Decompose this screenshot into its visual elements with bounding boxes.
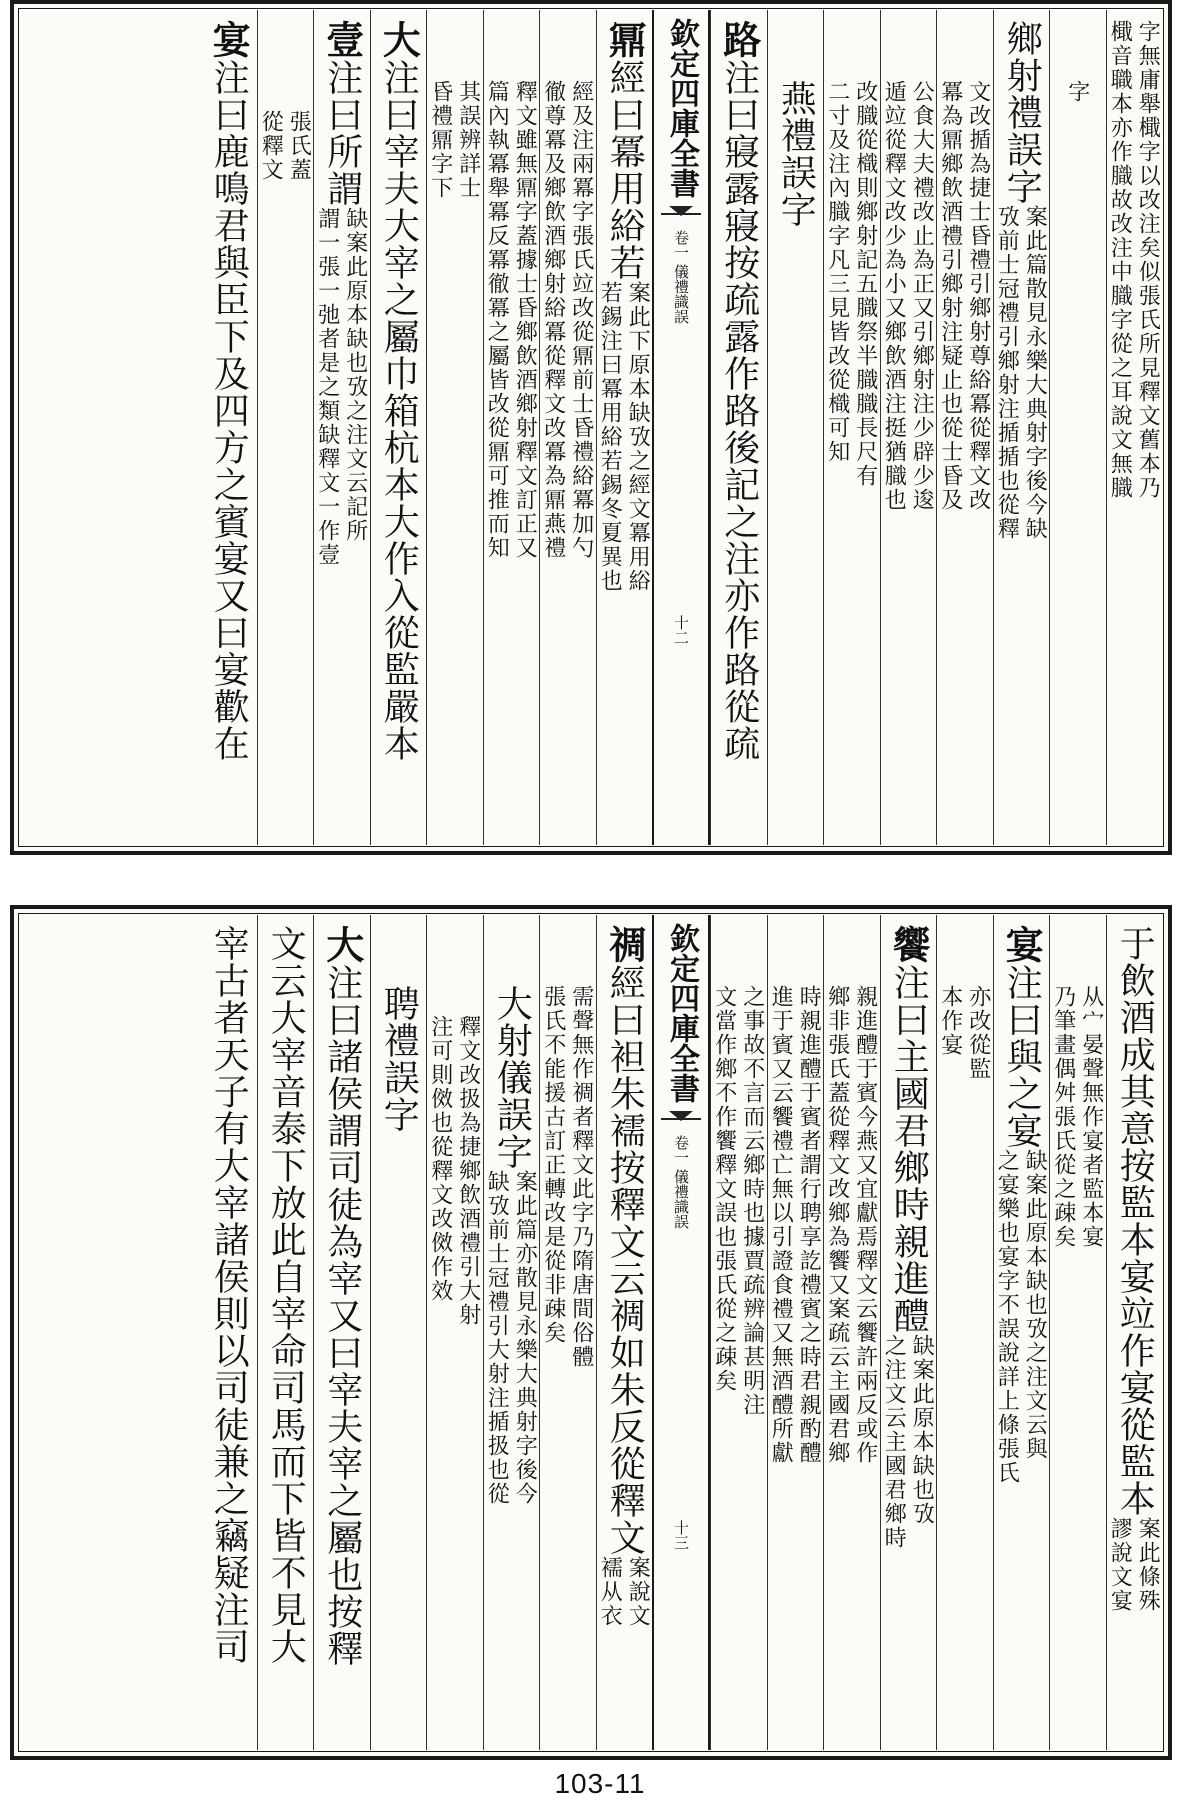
main-text: 注曰鹿鳴君與臣下及四方之賓宴又曰宴歡在 [208, 59, 250, 762]
section-title: 儀禮識誤 [672, 264, 690, 324]
text-column [1049, 915, 1106, 1750]
annotation-left: 文當作鄉不作饗釋文誤也張氏從之疎矣 [711, 985, 737, 1393]
heading-text: 宰古者天子有大宰諸侯則以司徒兼之竊疑注司 [208, 925, 250, 1665]
annotation-left: 之注文云主國君鄉時 [881, 1334, 907, 1550]
text-column [539, 10, 596, 845]
text-column [313, 10, 370, 845]
annotation-right: 張氏蓋 [286, 110, 312, 182]
text-column [313, 915, 370, 1750]
text-column [1106, 915, 1163, 1750]
annotation-left: 昏禮鼏字下 [427, 80, 453, 200]
text-column [993, 915, 1050, 1750]
text-column [539, 915, 596, 1750]
annotation-right: 之事故不言而云鄉時也據賈疏辨論甚明注 [739, 985, 765, 1417]
page-lower [10, 905, 1172, 1760]
main-text: 注曰所謂 [321, 59, 363, 207]
folio-number: 十三 [672, 1520, 690, 1550]
heading-text: 壹 [319, 20, 365, 59]
annotation-left: 遁竝從釋文改少為小又鄉飲酒注挺猶膱也 [881, 80, 907, 512]
annotation-right: 从宀晏聲無作宴者監本宴 [1078, 985, 1104, 1249]
book-title: 欽定四庫全書 [664, 923, 699, 1103]
heading-text: 禂 [602, 925, 648, 964]
text-column [710, 915, 767, 1750]
annotation-right: 時親進醴于賓者謂行聘享訖禮賓之時君親酌醴 [796, 985, 822, 1465]
fish-tail-mark-icon [661, 1111, 701, 1127]
columns-upper [20, 10, 1162, 845]
text-column [823, 10, 880, 845]
annotation-left: 二寸及注內膱字凡三見皆改從樴可知 [824, 80, 850, 464]
annotation-left: 徹尊冪及鄉飲酒鄉射綌冪從釋文改冪為鼏燕禮 [540, 80, 566, 560]
text-column [596, 915, 653, 1750]
annotation-left: 冪為鼏鄉飲酒禮引鄉射注疑止也從士昏及 [937, 80, 963, 512]
text-column [1049, 10, 1106, 845]
annotation-left: 鄉非張氏蓋從釋文改鄉為饗又案疏云主國君鄉 [824, 985, 850, 1465]
annotation-right: 公食大夫禮改止為正又引鄉射注少辟少逡 [909, 80, 935, 512]
annotation-right: 案此條殊 [1135, 1517, 1161, 1613]
annotation-right: 其誤辨詳士 [455, 80, 481, 200]
annotation-left: 之宴樂也宴字不誤說詳上條張氏 [994, 1149, 1020, 1485]
heading-text: 大射儀誤字 [491, 985, 533, 1170]
annotation-left: 缺攷前士冠禮引大射注揗扱也從 [484, 1170, 510, 1506]
annotation-right: 改膱從樴則鄉射記五膱祭半膱膱長尺有 [852, 80, 878, 488]
text-column [200, 10, 257, 845]
annotation-right: 文改揗為捷士昏禮引鄉射尊綌冪從釋文改 [965, 80, 991, 512]
heading-text: 路 [716, 20, 762, 59]
main-text: 注曰主國君鄉時親進醴 [888, 964, 930, 1334]
annotation-right: 釋文雖無鼏字蓋據士昏鄉飲酒鄉射釋文訂正又 [512, 80, 538, 560]
annotation-right: 案此下原本缺攷之經文冪用綌 [625, 281, 651, 593]
text-column [257, 10, 314, 845]
text-column [767, 915, 824, 1750]
heading-text: 聘禮誤字 [378, 985, 420, 1133]
heading-text: 鼏 [602, 20, 648, 59]
annotation-left: 襦从衣 [597, 1556, 623, 1628]
text-column [823, 915, 880, 1750]
text-column [767, 10, 824, 845]
annotation-right: 釋文改扱為捷鄉飲酒禮引大射 [455, 1015, 481, 1327]
annotation-right: 字無庸舉檝字以改注矣似張氏所見釋文舊本乃 [1135, 20, 1161, 500]
text-column [936, 915, 993, 1750]
text-column [426, 915, 483, 1750]
annotation-right: 案此篇散見永樂大典射字後今缺 [1022, 205, 1048, 541]
annotation-right: 案此篇亦散見永樂大典射字後今 [512, 1170, 538, 1506]
text-column [710, 10, 767, 845]
heading-text: 饗 [886, 925, 932, 964]
annotation-left: 乃筆畫偶舛張氏從之疎矣 [1050, 985, 1076, 1249]
volume-label: 卷一 [672, 230, 690, 260]
annotation-right: 缺案此原本缺也攷 [909, 1334, 935, 1526]
main-text: 經曰冪用綌若 [604, 59, 646, 281]
text-column [1106, 10, 1163, 845]
annotation-right: 字 [1064, 80, 1090, 104]
main-text: 注曰宰夫大宰之屬巾箱杭本大作入從監嚴本 [378, 59, 420, 762]
book-title-column [652, 10, 710, 845]
text-column [426, 10, 483, 845]
volume-label: 卷一 [672, 1135, 690, 1165]
annotation-left: 注可則傚也從釋文改傚作效 [427, 1015, 453, 1303]
text-column [370, 10, 427, 845]
annotation-right: 亦改從監 [965, 985, 991, 1081]
heading-text: 燕禮誤字 [775, 80, 817, 228]
annotation-right: 案說文 [625, 1556, 651, 1628]
annotation-right: 經及注兩冪字張氏竝改從鼏前士昏禮綌冪加勺 [568, 80, 594, 560]
main-text: 注曰諸侯謂司徒為宰又曰宰夫宰之屬也按釋 [321, 964, 363, 1667]
main-text: 注曰與之宴 [1001, 964, 1043, 1149]
annotation-left: 攷前士冠禮引鄉射注揗揗也從釋 [994, 205, 1020, 541]
text-column [596, 10, 653, 845]
text-column [880, 915, 937, 1750]
heading-text: 鄉射禮誤字 [1001, 20, 1043, 205]
heading-text: 宴 [999, 925, 1045, 964]
book-title-column [652, 915, 710, 1750]
heading-text: 于飲酒成其意按監本宴竝作宴從監本 [1114, 925, 1156, 1517]
book-title: 欽定四庫全書 [664, 18, 699, 198]
text-column [257, 915, 314, 1750]
annotation-right: 缺案此原本缺也攷之注文云記所 [342, 207, 368, 543]
annotation-left: 從釋文 [258, 110, 284, 182]
heading-text: 大 [319, 925, 365, 964]
text-column [880, 10, 937, 845]
annotation-left: 若錫注曰冪用綌若錫冬夏異也 [597, 281, 623, 593]
page-upper [10, 0, 1172, 855]
annotation-left: 篇內執冪舉冪反冪徹冪之屬皆改從鼏可推而知 [484, 80, 510, 560]
text-column [936, 10, 993, 845]
text-column [993, 10, 1050, 845]
text-column [483, 915, 540, 1750]
fish-tail-mark-icon [661, 206, 701, 222]
heading-text: 文云大宰音泰下放此自宰命司馬而下皆不見大 [265, 925, 307, 1665]
annotation-left: 謬說文宴 [1107, 1517, 1133, 1613]
annotation-right: 缺案此原本缺也攷之注文云與 [1022, 1149, 1048, 1461]
annotation-right: 需聲無作禂者釋文此字乃隋唐間俗體 [568, 985, 594, 1369]
annotation-right: 親進醴于賓今燕又宜獻焉釋文云饗許兩反或作 [852, 985, 878, 1465]
heading-text: 宴 [206, 20, 252, 59]
annotation-left: 本作宴 [937, 985, 963, 1057]
page-footer-number: 103-11 [554, 1768, 646, 1799]
text-column [370, 915, 427, 1750]
annotation-left: 檝音職本亦作膱故改注中膱字從之耳說文無膱 [1107, 20, 1133, 500]
text-column [200, 915, 257, 1750]
annotation-left: 謂一張一弛者是之類缺釋文一作壹 [314, 207, 340, 567]
annotation-left: 張氏不能援古訂正轉改是從非疎矣 [540, 985, 566, 1345]
main-text: 注曰寢露寢按疏露作路後記之注亦作路從疏 [718, 59, 760, 762]
folio-number: 十二 [672, 615, 690, 645]
heading-text: 大 [376, 20, 422, 59]
columns-lower [20, 915, 1162, 1750]
main-text: 經曰袒朱襦按釋文云禂如朱反從釋文 [604, 964, 646, 1556]
section-title: 儀禮識誤 [672, 1169, 690, 1229]
text-column [483, 10, 540, 845]
annotation-left: 進于賓又云饗禮亡無以引證食禮又無酒醴所獻 [768, 985, 794, 1465]
